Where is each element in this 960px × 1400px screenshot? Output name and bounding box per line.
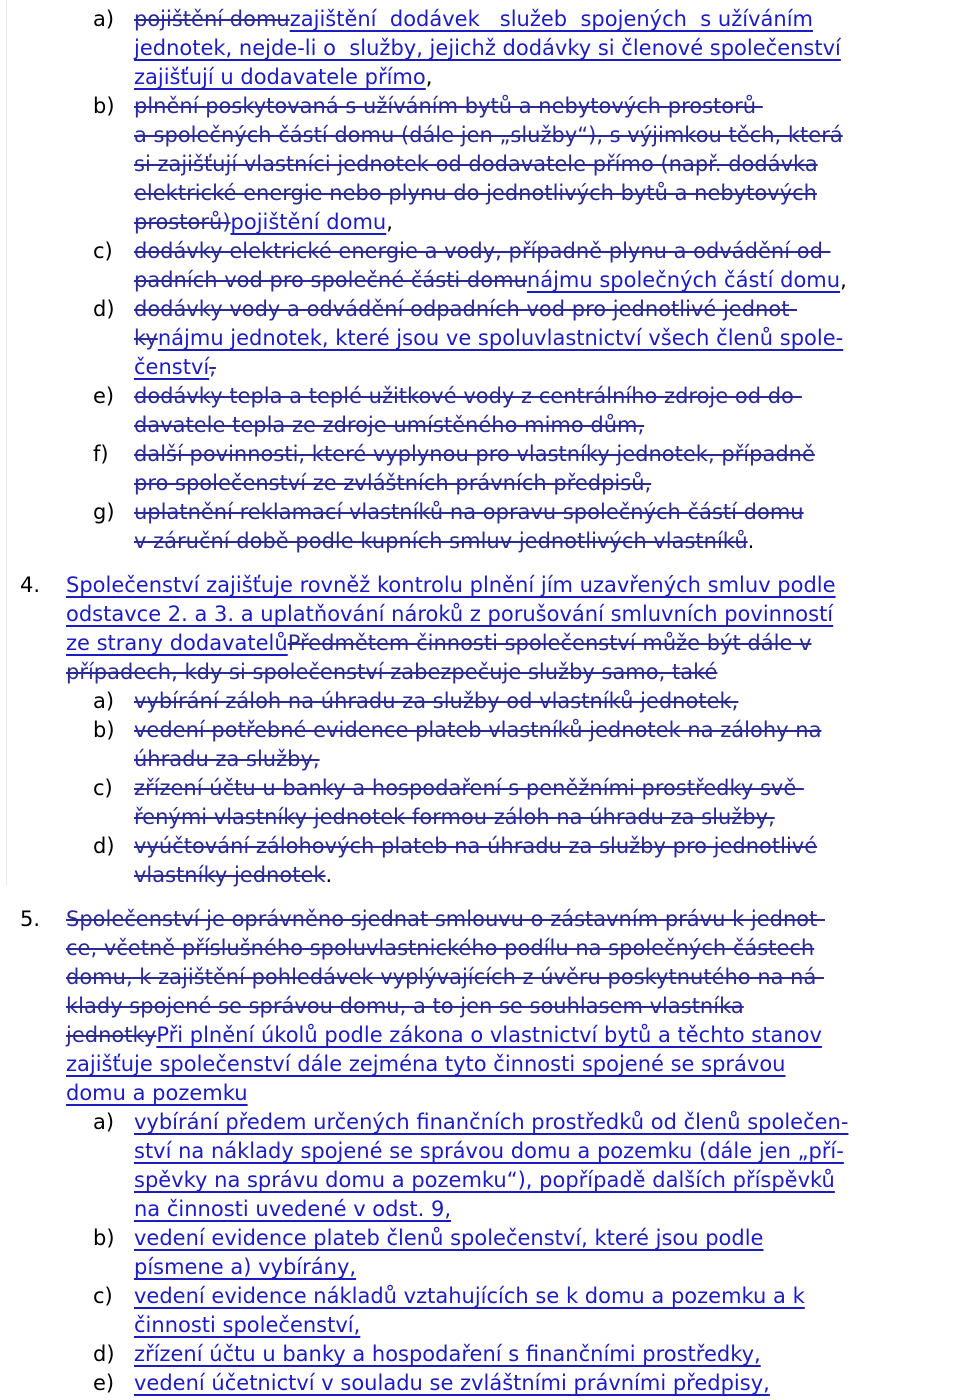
inserted-text: nájmu společných částí domu bbox=[526, 268, 841, 292]
deleted-text: dodávky vody a odvádění odpadních vod pro jednotlivé jednot- bbox=[134, 297, 798, 321]
text-line bbox=[66, 905, 825, 934]
list-item-label: g) bbox=[93, 500, 115, 524]
text-line bbox=[134, 440, 815, 469]
deleted-text: vybírání záloh na úhradu za služby od vlastníků jednotek, bbox=[134, 689, 739, 713]
text-line bbox=[134, 1108, 848, 1137]
list-item-label: a) bbox=[93, 1110, 115, 1134]
deleted-text: vlastníky jednotek bbox=[134, 863, 326, 887]
text-line bbox=[66, 992, 744, 1021]
list-item-label: c) bbox=[93, 776, 113, 800]
deleted-text: jednotky bbox=[66, 1023, 157, 1047]
deleted-text: další povinnosti, které vyplynou pro vlastníky jednotek, případně bbox=[134, 442, 815, 466]
deleted-text: řenými vlastníky jednotek formou záloh na úhradu za služby, bbox=[134, 805, 775, 829]
text-line bbox=[66, 963, 824, 992]
text-line bbox=[66, 934, 814, 963]
deleted-text: Společenství je oprávněno sjednat smlouvu o zástavním právu k jednot- bbox=[66, 907, 825, 931]
deleted-text: případech, kdy si společenství zabezpečuje služby samo, také bbox=[66, 660, 718, 684]
text-line bbox=[134, 5, 813, 34]
inserted-text: Při plnění úkolů podle zákona o vlastnictví bytů a těchto stanov bbox=[156, 1023, 822, 1047]
text-line bbox=[134, 469, 651, 498]
deleted-text: klady spojené se správou domu, a to jen se souhlasem vlastníka bbox=[66, 994, 744, 1018]
text-line bbox=[134, 1137, 844, 1166]
list-item-label: b) bbox=[93, 718, 115, 742]
text-line bbox=[66, 658, 717, 687]
text-line bbox=[66, 1050, 786, 1079]
text-line bbox=[66, 600, 833, 629]
inserted-text: nájmu jednotek, které jsou ve spoluvlastnictví všech členů spole- bbox=[157, 326, 844, 350]
text-line bbox=[134, 295, 797, 324]
text-line bbox=[134, 266, 847, 295]
list-item-label: d) bbox=[93, 1342, 115, 1366]
text-line bbox=[134, 803, 775, 832]
deleted-text: plnění poskytovaná s užíváním bytů a nebytových prostorů bbox=[134, 94, 763, 118]
text-line bbox=[134, 63, 432, 92]
deleted-text: ce, včetně příslušného spoluvlastnického podílu na společných částech bbox=[66, 936, 815, 960]
inserted-text: vedení evidence plateb členů společenství, které jsou podle bbox=[134, 1226, 764, 1250]
deleted-text: pojištění domu bbox=[134, 7, 290, 31]
deleted-text: dodávky elektrické energie a vody, případně plynu a odvádění od- bbox=[134, 239, 831, 263]
text-line bbox=[134, 1224, 763, 1253]
list-item-label: d) bbox=[93, 297, 115, 321]
inserted-text: zajištění dodávek služeb spojených s užíváním bbox=[289, 7, 813, 31]
deleted-text: domu, k zajištění pohledávek vyplývajících z úvěru poskytnutého na ná- bbox=[66, 965, 824, 989]
inserted-text: zajišťuje společenství dále zejména tyto činnosti spojené se správou bbox=[66, 1052, 786, 1076]
inserted-text: činnosti společenství, bbox=[134, 1313, 361, 1337]
list-item-label: d) bbox=[93, 834, 115, 858]
text-line bbox=[134, 411, 644, 440]
text-line bbox=[134, 34, 841, 63]
text-line bbox=[134, 208, 393, 237]
inserted-text: na činnosti uvedené v odst. 9, bbox=[134, 1197, 452, 1221]
inserted-text: vybírání předem určených finančních prostředků od členů společen- bbox=[134, 1110, 849, 1134]
deleted-text: si zajišťují vlastníci jednotek od dodavatele přímo (např. dodávka bbox=[134, 152, 818, 176]
list-item-label: a) bbox=[93, 7, 115, 31]
text-line bbox=[134, 687, 738, 716]
deleted-text: vyúčtování zálohových plateb na úhradu za služby pro jednotlivé bbox=[134, 834, 818, 858]
inserted-text: odstavce 2. a 3. a uplatňování nároků z porušování smluvních povinností bbox=[66, 602, 834, 626]
deleted-text: v záruční době podle kupních smluv jednotlivých vlastníků bbox=[134, 529, 748, 553]
list-item-label: a) bbox=[93, 689, 115, 713]
inserted-text: čenství bbox=[134, 355, 210, 379]
deleted-text: Předmětem činnosti společenství může být dále v bbox=[287, 631, 812, 655]
inserted-text: jednotek, nejde-li o služby, jejichž dodávky si členové společenství bbox=[134, 36, 841, 60]
text-line bbox=[134, 745, 320, 774]
inserted-text: ství na náklady spojené se správou domu a pozemku (dále jen „pří- bbox=[134, 1139, 844, 1163]
text-line bbox=[134, 1340, 761, 1369]
text-line bbox=[134, 1166, 835, 1195]
text-line bbox=[134, 1369, 770, 1398]
deleted-text: dodávky tepla a teplé užitkové vody z centrálního zdroje od do- bbox=[134, 384, 802, 408]
list-item-label: f) bbox=[93, 442, 109, 466]
deleted-text: a společných částí domu (dále jen „služby“), s výjimkou těch, která bbox=[134, 123, 843, 147]
text-line bbox=[134, 382, 802, 411]
plain-text: . bbox=[325, 863, 333, 887]
text-line bbox=[66, 629, 811, 658]
deleted-text: zřízení účtu u banky a hospodaření s peněžními prostředky svě- bbox=[134, 776, 804, 800]
plain-text: , bbox=[840, 268, 847, 292]
text-line bbox=[134, 92, 763, 121]
deleted-text: elektrické energie nebo plynu do jednotlivých bytů a nebytových bbox=[134, 181, 817, 205]
deleted-text: davatele tepla ze zdroje umístěného mimo dům, bbox=[134, 413, 645, 437]
deleted-text: pro společenství ze zvláštních právních předpisů, bbox=[134, 471, 652, 495]
text-line bbox=[134, 861, 332, 890]
inserted-text: vedení evidence nákladů vztahujících se k domu a pozemku a k bbox=[134, 1284, 805, 1308]
text-line bbox=[134, 1311, 360, 1340]
inserted-text: vedení účetnictví v souladu se zvláštními právními předpisy, bbox=[134, 1371, 770, 1395]
list-item-label: c) bbox=[93, 1284, 113, 1308]
text-line bbox=[134, 324, 843, 353]
deleted-text: padních vod pro společné části domu bbox=[134, 268, 527, 292]
paragraph-number: 4. bbox=[20, 573, 41, 597]
inserted-text: písmene a) vybírány, bbox=[134, 1255, 357, 1279]
plain-text: , bbox=[425, 65, 433, 89]
text-line bbox=[134, 150, 818, 179]
inserted-text: spěvky na správu domu a pozemku“), popřípadě dalších příspěvků bbox=[134, 1168, 835, 1192]
list-item-label: e) bbox=[93, 384, 115, 408]
plain-text: , bbox=[386, 210, 393, 234]
list-item-label: e) bbox=[93, 1371, 115, 1395]
text-line bbox=[134, 498, 804, 527]
inserted-text: zajišťují u dodavatele přímo bbox=[134, 65, 426, 89]
inserted-text: pojištění domu bbox=[230, 210, 387, 234]
text-line bbox=[66, 571, 836, 600]
paragraph-number: 5. bbox=[20, 907, 41, 931]
inserted-text: ze strany dodavatelů bbox=[66, 631, 288, 655]
text-line bbox=[66, 1021, 822, 1050]
text-line bbox=[134, 121, 843, 150]
list-item-label: c) bbox=[93, 239, 113, 263]
text-line bbox=[134, 179, 817, 208]
margin-rule bbox=[6, 0, 7, 885]
deleted-text: úhradu za služby, bbox=[134, 747, 320, 771]
text-line bbox=[134, 237, 830, 266]
text-line bbox=[134, 1195, 451, 1224]
deleted-text: vedení potřebné evidence plateb vlastníků jednotek na zálohy na bbox=[134, 718, 822, 742]
deleted-text: ky bbox=[134, 326, 158, 350]
text-line bbox=[134, 774, 804, 803]
text-line bbox=[134, 1282, 805, 1311]
deleted-text: , bbox=[209, 355, 216, 379]
text-line bbox=[134, 716, 821, 745]
text-line bbox=[134, 1253, 356, 1282]
list-item-label: b) bbox=[93, 1226, 115, 1250]
text-line bbox=[134, 527, 754, 556]
list-item-label: b) bbox=[93, 94, 115, 118]
text-line bbox=[66, 1079, 248, 1108]
inserted-text: zřízení účtu u banky a hospodaření s finančními prostředky, bbox=[134, 1342, 761, 1366]
deleted-text: prostorů) bbox=[134, 210, 231, 234]
inserted-text: Společenství zajišťuje rovněž kontrolu plnění jím uzavřených smluv podle bbox=[66, 573, 836, 597]
plain-text: . bbox=[747, 529, 755, 553]
inserted-text: domu a pozemku bbox=[66, 1081, 248, 1105]
text-line bbox=[134, 832, 817, 861]
text-line bbox=[134, 353, 216, 382]
deleted-text: uplatnění reklamací vlastníků na opravu společných částí domu bbox=[134, 500, 804, 524]
